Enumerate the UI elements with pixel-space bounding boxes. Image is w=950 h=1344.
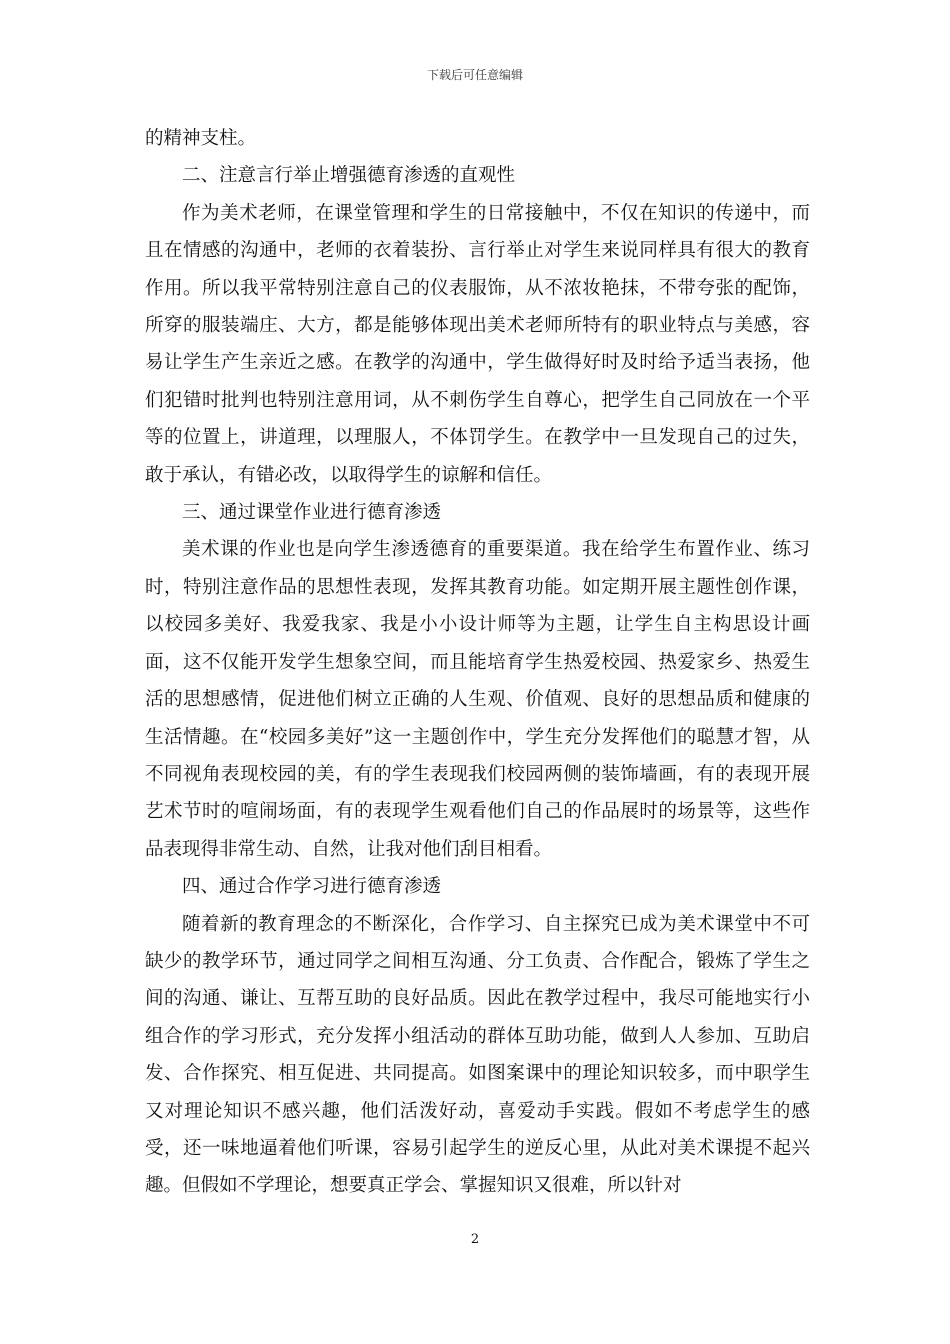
- section-heading-2: 二、注意言行举止增强德育渗透的直观性: [182, 165, 516, 187]
- paragraph: 美术课的作业也是向学生渗透德育的重要渠道。我在给学生布置作业、练习时，特别注意作品的思想性表现，发挥其教育功能。如定期开展主题性创作课，以校园多美好、我爱我家、我是小小设计师等为主题，让学生自主构思设计画面，这不仅能开发学生想象空间，而且能培育学生热爱校园、热爱家乡、热爱生活的思想感情，促进他们树立正确的人生观、价值观、良好的思想品质和健康的生活情趣。在“校园多美好”这一主题创作中，学生充分发挥他们的聪慧才智，从不同视角表现校园的美，有的学生表现我们校园两侧的装饰墙画，有的表现开展艺术节时的喧闹场面，有的表现学生观看他们自己的作品展时的场景等，这些作品表现得非常生动、自然，让我对他们刮目相看。: [145, 539, 810, 860]
- section-heading-3: 三、通过课堂作业进行德育渗透: [182, 502, 442, 524]
- page-number: 2: [470, 1232, 480, 1247]
- paragraph: 作为美术老师，在课堂管理和学生的日常接触中，不仅在知识的传递中，而且在情感的沟通中，老师的衣着装扮、言行举止对学生来说同样具有很大的教育作用。所以我平常特别注意自己的仪表服饰，从不浓妆艳抹，不带夸张的配饰，所穿的服装端庄、大方，都是能够体现出美术老师所特有的职业特点与美感，容易让学生产生亲近之感。在教学的沟通中，学生做得好时及时给予适当表扬，他们犯错时批判也特别注意用词，从不刺伤学生自尊心，把学生自己同放在一个平等的位置上，讲道理，以理服人，不体罚学生。在教学中一旦发现自己的过失，敢于承认，有错必改，以取得学生的谅解和信任。: [145, 202, 810, 486]
- section-heading-4: 四、通过合作学习进行德育渗透: [182, 876, 442, 898]
- page-header: 下载后可任意编辑: [426, 68, 523, 82]
- paragraph: 随着新的教育理念的不断深化，合作学习、自主探究已成为美术课堂中不可缺少的教学环节，通过同学之间相互沟通、分工负责、合作配合，锻炼了学生之间的沟通、谦让、互帮互助的良好品质。因此在教学过程中，我尽可能地实行小组合作的学习形式，充分发挥小组活动的群体互助功能，做到人人参加、互助启发、合作探究、相互促进、共同提高。如图案课中的理论知识较多，而中职学生又对理论知识不感兴趣，他们活泼好动，喜爱动手实践。假如不考虑学生的感受，还一味地逼着他们听课，容易引起学生的逆反心里，从此对美术课提不起兴趣。但假如不学理论，想要真正学会、掌握知识又很难，所以针对: [145, 913, 810, 1197]
- paragraph-continuation: 的精神支柱。: [145, 128, 257, 149]
- document-body: [145, 120, 810, 1205]
